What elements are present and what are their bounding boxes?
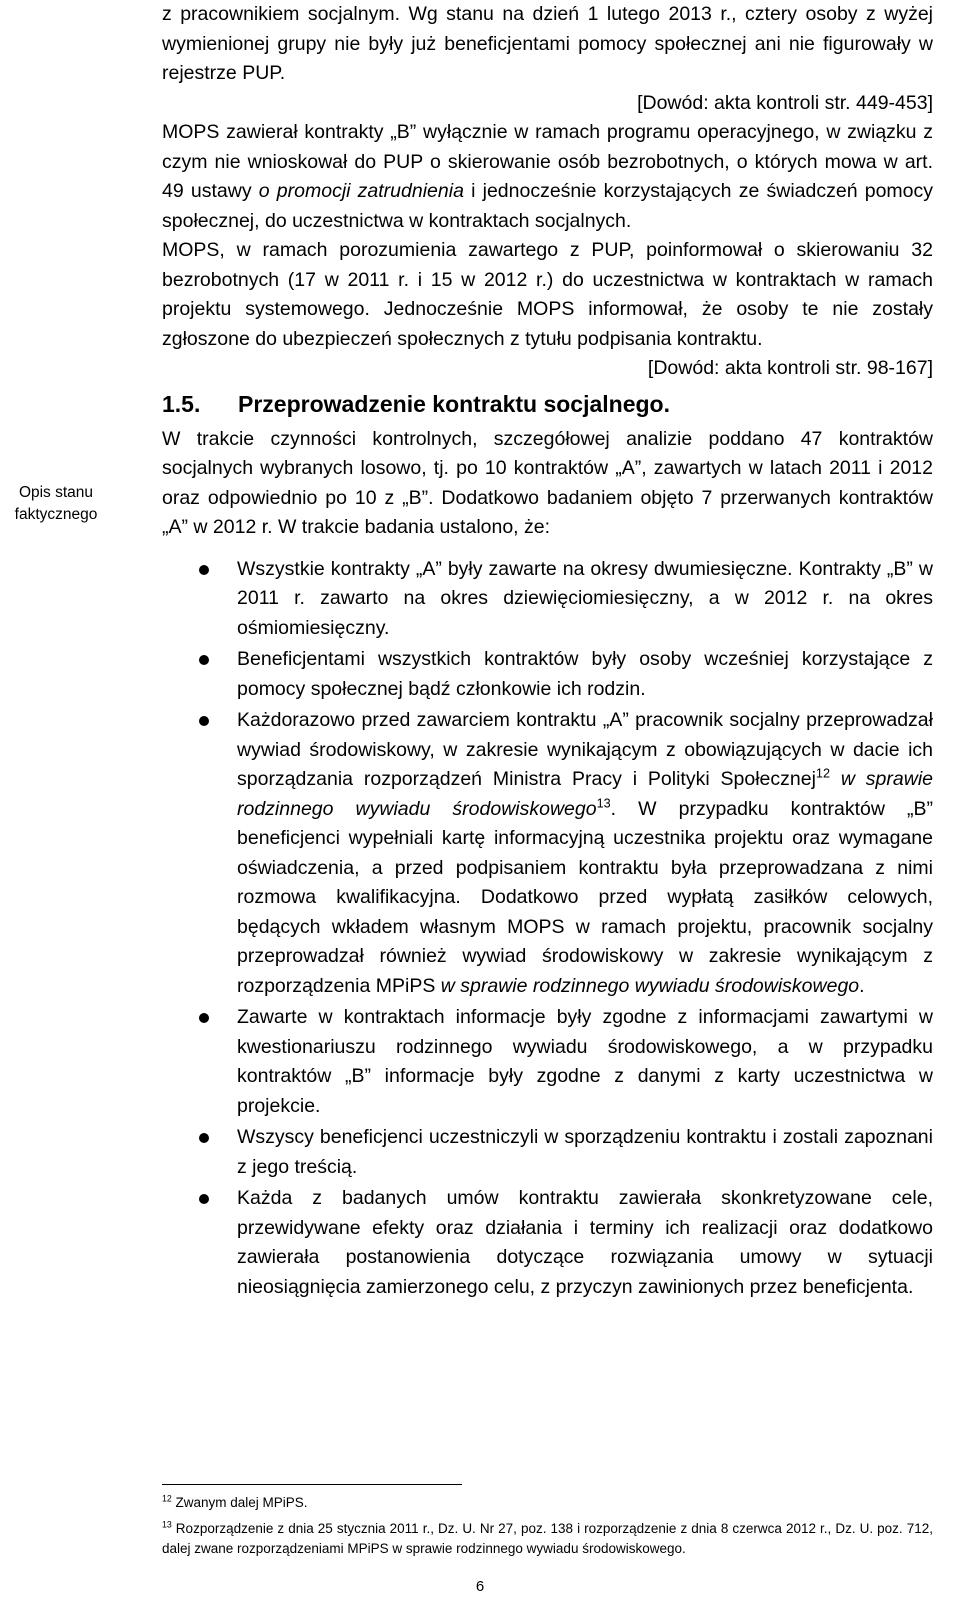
list-item-text: . (859, 974, 865, 997)
footnote-13 (162, 1519, 933, 1559)
list-item (162, 645, 933, 704)
footnote-text: Zwanym dalej MPiPS. (171, 1495, 308, 1510)
paragraph-porozumienie: MOPS, w ramach porozumienia zawartego z PUP, poinformował o skierowaniu 32 bezrobotnych (17 w 2011 r. i 15 w 2012 r.) do uczestnictwa w kontraktach w ramach projektu systemowego. Jednocześnie MOPS informował, że osoby te nie zostały zgłoszone do ubezpieczeń społecznych z tytułu podpisania kontraktu. (162, 239, 933, 350)
main-content (162, 0, 933, 1302)
list-item (162, 1123, 933, 1182)
list-item-text: Zawarte w kontraktach informacje były zgodne z informacjami zawartymi w kwestionariuszu rodzinnego wywiadu środowiskowego, a w przypadku kontraktów „B” informacje były zgodne z danymi z karty uczestnictwa w projekcie. (237, 1006, 933, 1117)
footnote-ref-13[interactable]: 13 (596, 796, 611, 810)
section-title: Przeprowadzenie kontraktu socjalnego. (238, 390, 670, 417)
list-item-italic-text: w sprawie rodzinnego wywiadu środowiskowego (440, 974, 860, 997)
list-item-text: Każdorazowo przed zawarciem kontraktu „A” pracownik socjalny przeprowadzał wywiad środowiskowy, w zakresie wynikającym z obowiązujących w dacie ich sporządzania rozporządzeń Ministra Pracy i Polityki Społecznej (237, 709, 933, 790)
margin-note-line-1: Opis stanu (18, 484, 94, 501)
paragraph-kontrakty-b-text-2: i jednocześnie korzystających ze świadczeń pomocy społecznej, do uczestnictwa w kontraktach socjalnych. (162, 180, 934, 232)
list-item (162, 555, 933, 644)
list-item-text: Wszystkie kontrakty „A” były zawarte na okresy dwumiesięczne. Kontrakty „B” w 2011 r. zawarto na okres dziewięciomiesięczny, a w 2012 r. na okres ośmiomiesięczny. (237, 557, 933, 639)
list-item (162, 1003, 933, 1121)
page-number: 6 (475, 1578, 485, 1595)
findings-list (162, 555, 933, 1303)
bullet-icon (199, 655, 209, 665)
bullet-icon (199, 1133, 209, 1143)
footnote-text: Rozporządzenie z dnia 25 stycznia 2011 r., Dz. U. Nr 27, poz. 138 i rozporządzenie z dnia 8 czerwca 2012 r., Dz. U. poz. 712, dalej zwane rozporządzeniami MPiPS w sprawie rodzinnego wywiadu środowiskowego. (162, 1521, 933, 1556)
list-item-italic-text: w sprawie rodzinnego wywiadu środowiskowego (237, 768, 933, 820)
bullet-icon (199, 716, 209, 726)
list-item-text: Wszyscy beneficjenci uczestniczyli w sporządzeniu kontraktu i zostali zapoznani z jego treścią. (237, 1126, 933, 1178)
paragraph-kontrakty-b (162, 118, 933, 236)
footnote-ref-12[interactable]: 12 (815, 766, 830, 781)
footnotes (162, 1493, 933, 1565)
list-item-text: . W przypadku kontraktów „B” beneficjenci wypełniali kartę informacyjną uczestnika projektu oraz wymagane oświadczenia, a przed podpisaniem kontraktu była przeprowadzana z nimi rozmowa kwalifikacyjna. Dodatkowo przed wypłatą zasiłków celowych, będących wkładem własnym MOPS w ramach projektu, pracownik socjalny przeprowadzał również wywiad środowiskowy w zakresie wynikającym z rozporządzenia MPiPS (237, 797, 934, 997)
proof-reference-2: [Dowód: akta kontroli str. 98-167] (647, 357, 933, 379)
bullet-icon (199, 565, 209, 575)
paragraph-kontrakty-b-text-1: MOPS zawierał kontrakty „B” wyłącznie w ramach programu operacyjnego, w związku z czym nie wnioskował do PUP o skierowanie osób bezrobotnych, o których mowa w art. 49 ustawy (162, 121, 933, 202)
list-item-text: Każda z badanych umów kontraktu zawierała skonkretyzowane cele, przewidywane efekty oraz działania i terminy ich realizacji oraz dodatkowo zawierała postanowienia dotyczące rozwiązania umowy w sytuacji nieosiągnięcia zamierzonego celu, z przyczyn zawinionych przez beneficjenta. (237, 1187, 933, 1298)
list-item (162, 1184, 933, 1302)
bullet-icon (199, 1013, 209, 1023)
proof-reference-1: [Dowód: akta kontroli str. 449-453] (637, 91, 933, 114)
list-item-text: Beneficjentami wszystkich kontraktów były osoby wcześniej korzystające z pomocy społecznej bądź członkowie ich rodzin. (237, 648, 933, 700)
margin-note-line-2: faktycznego (14, 506, 98, 523)
margin-note (0, 482, 112, 526)
footnote-number: 12 (162, 1493, 172, 1504)
bullet-icon (199, 1194, 209, 1204)
section-heading (162, 387, 933, 421)
footnote-12 (162, 1493, 933, 1513)
footnote-number: 13 (162, 1519, 172, 1530)
section-number: 1.5. (162, 390, 201, 417)
paragraph-kontrakty-b-act-title: o promocji zatrudnienia (258, 180, 464, 202)
footnote-separator (162, 1484, 462, 1485)
paragraph-czynnosci-kontrolne: W trakcie czynności kontrolnych, szczegółowej analizie poddano 47 kontraktów socjalnych wybranych losowo, tj. po 10 kontraktów „A”, zawartych w latach 2011 i 2012 oraz odpowiednio po 10 z „B”. Dodatkowo badaniem objęto 7 przerwanych kontraktów „A” w 2012 r. W trakcie badania ustalono, że: (162, 427, 933, 538)
list-item (162, 706, 933, 1001)
paragraph-pracownik: z pracownikiem socjalnym. Wg stanu na dzień 1 lutego 2013 r., cztery osoby z wyżej wymienionej grupy nie były już beneficjentami pomocy społecznej ani nie figurowały w rejestrze PUP. (162, 3, 933, 84)
